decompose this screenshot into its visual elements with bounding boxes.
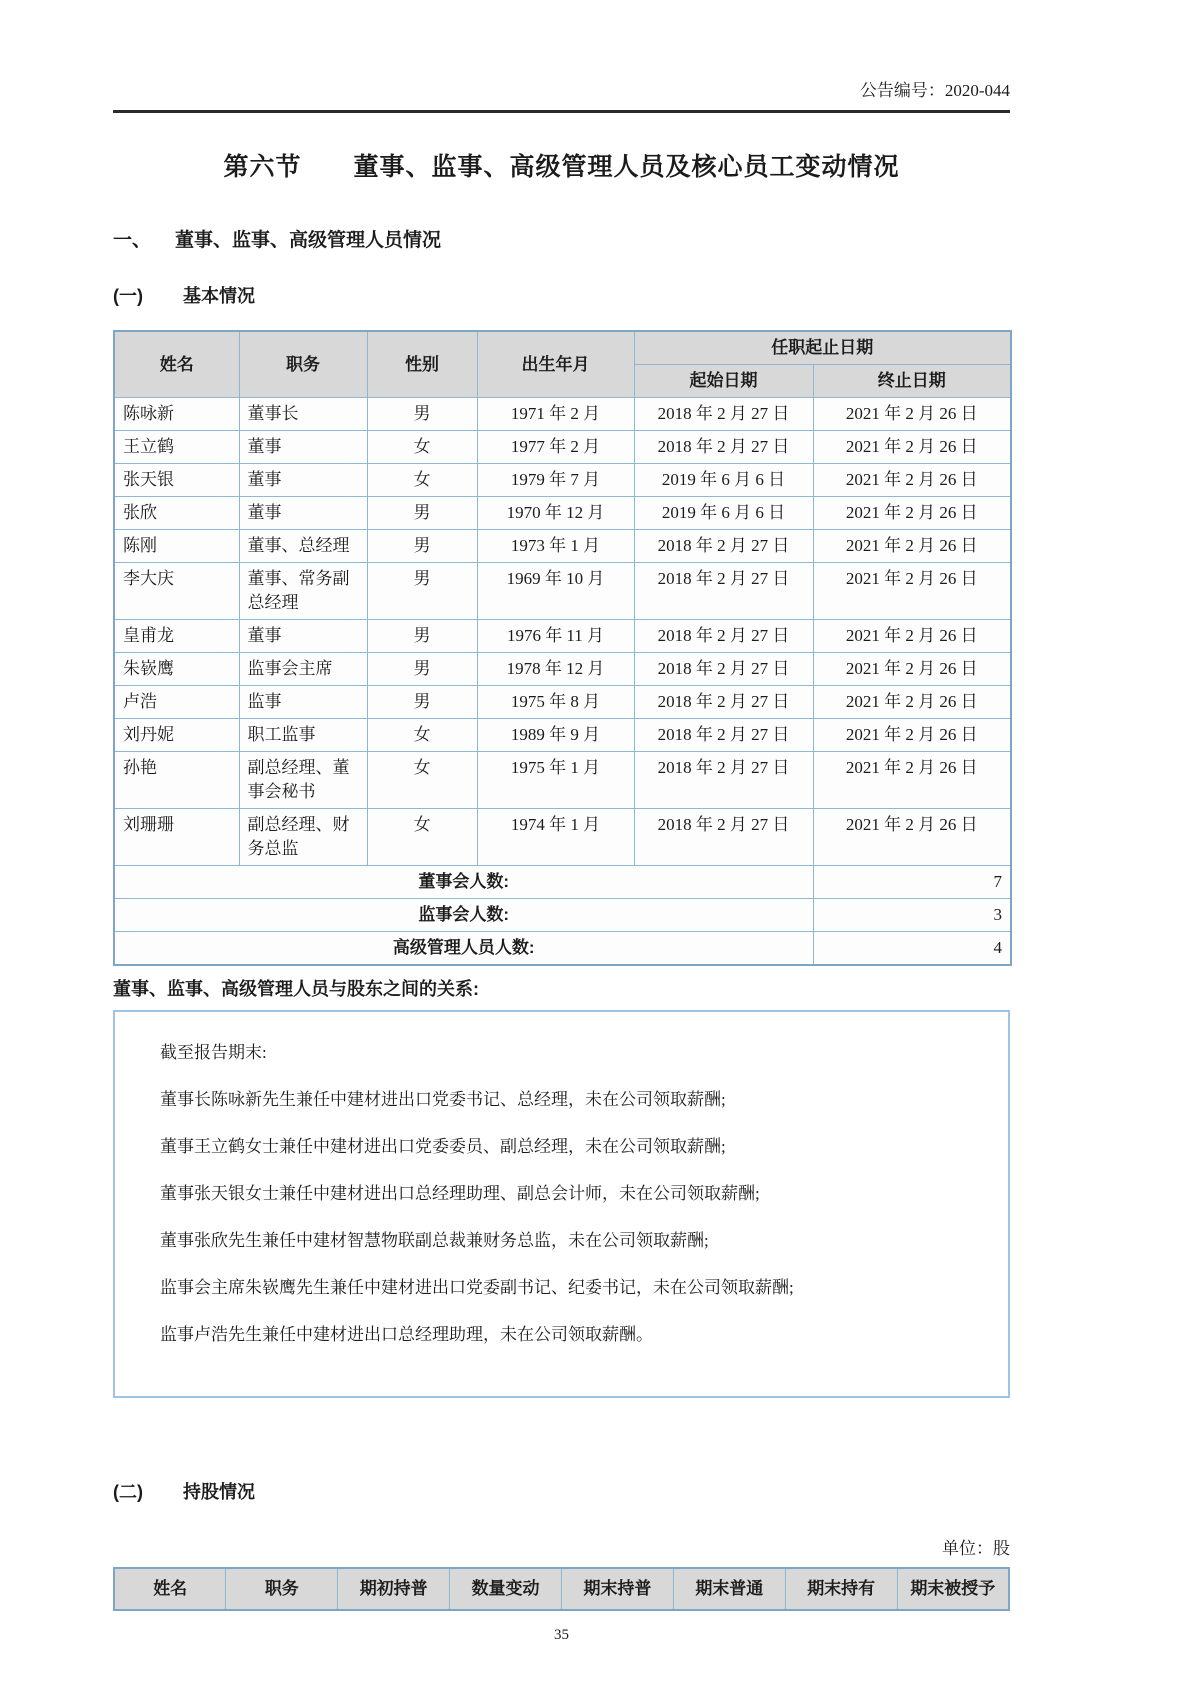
- cell-gender: 男: [367, 497, 477, 530]
- table-row: [114, 719, 1011, 752]
- col-header-name: 姓名: [114, 331, 239, 398]
- cell-end-date: 2021 年 2 月 26 日: [813, 653, 1011, 686]
- cell-position: 董事长: [239, 398, 367, 431]
- section-number: 一、: [113, 230, 152, 251]
- table-row: [114, 530, 1011, 563]
- cell-name: 孙艳: [114, 752, 239, 809]
- subsection-number: (一): [113, 286, 143, 306]
- cell-birth: 1974 年 1 月: [477, 809, 634, 866]
- cell-end-date: 2021 年 2 月 26 日: [813, 530, 1011, 563]
- cell-gender: 男: [367, 563, 477, 620]
- table-row: [114, 809, 1011, 866]
- cell-end-date: 2021 年 2 月 26 日: [813, 620, 1011, 653]
- relationship-paragraph: 董事王立鹤女士兼任中建材进出口党委委员、副总经理，未在公司领取薪酬;: [160, 1137, 726, 1156]
- cell-birth: 1970 年 12 月: [477, 497, 634, 530]
- header-rule: [113, 110, 1010, 113]
- table-row: [114, 563, 1011, 620]
- cell-birth: 1973 年 1 月: [477, 530, 634, 563]
- col-header-start-date: 起始日期: [634, 365, 813, 398]
- header-row-1: [114, 331, 1011, 365]
- cell-name: 张天银: [114, 464, 239, 497]
- basic-info-table-head: [114, 331, 1011, 398]
- cell-position: 董事: [239, 464, 367, 497]
- shareholding-col-header: 数量变动: [450, 1568, 562, 1610]
- col-header-birth: 出生年月: [477, 331, 634, 398]
- announcement-number: 公告编号：2020-044: [859, 81, 1010, 100]
- cell-end-date: 2021 年 2 月 26 日: [813, 464, 1011, 497]
- unit-label: 单位：股: [942, 1539, 1010, 1558]
- title-text: 董事、监事、高级管理人员及核心员工变动情况: [353, 153, 900, 181]
- cell-start-date: 2018 年 2 月 27 日: [634, 653, 813, 686]
- cell-gender: 男: [367, 530, 477, 563]
- cell-gender: 男: [367, 398, 477, 431]
- cell-gender: 女: [367, 431, 477, 464]
- cell-start-date: 2018 年 2 月 27 日: [634, 686, 813, 719]
- cell-name: 陈咏新: [114, 398, 239, 431]
- relationship-paragraph: 监事卢浩先生兼任中建材进出口总经理助理，未在公司领取薪酬。: [160, 1325, 653, 1344]
- col-header-end-date: 终止日期: [813, 365, 1011, 398]
- subsection-heading-basic-info: [113, 282, 1010, 308]
- subsection-number: (二): [113, 1482, 143, 1502]
- summary-row: [114, 899, 1011, 932]
- page-title: [113, 147, 1010, 183]
- subsection-label: 持股情况: [183, 1482, 255, 1502]
- col-header-gender: 性别: [367, 331, 477, 398]
- cell-gender: 女: [367, 752, 477, 809]
- cell-start-date: 2018 年 2 月 27 日: [634, 809, 813, 866]
- cell-birth: 1971 年 2 月: [477, 398, 634, 431]
- cell-birth: 1969 年 10 月: [477, 563, 634, 620]
- relationship-paragraph: 董事张欣先生兼任中建材智慧物联副总裁兼财务总监，未在公司领取薪酬;: [160, 1231, 709, 1250]
- cell-position: 监事: [239, 686, 367, 719]
- cell-birth: 1976 年 11 月: [477, 620, 634, 653]
- relationship-heading: 董事、监事、高级管理人员与股东之间的关系:: [113, 979, 479, 999]
- subsection-label: 基本情况: [183, 286, 255, 306]
- cell-gender: 女: [367, 719, 477, 752]
- cell-name: 李大庆: [114, 563, 239, 620]
- cell-start-date: 2018 年 2 月 27 日: [634, 563, 813, 620]
- summary-value: 4: [813, 932, 1011, 966]
- subsection-heading-shareholding: [113, 1478, 1010, 1504]
- cell-start-date: 2018 年 2 月 27 日: [634, 719, 813, 752]
- cell-name: 陈刚: [114, 530, 239, 563]
- relationship-paragraph: 董事张天银女士兼任中建材进出口总经理助理、副总会计师，未在公司领取薪酬;: [160, 1184, 760, 1203]
- cell-gender: 男: [367, 653, 477, 686]
- table-row: [114, 398, 1011, 431]
- doc-header: [113, 0, 1010, 101]
- cell-position: 职工监事: [239, 719, 367, 752]
- summary-row: [114, 932, 1011, 966]
- summary-label: 高级管理人员人数:: [114, 932, 813, 966]
- cell-birth: 1975 年 8 月: [477, 686, 634, 719]
- cell-position: 董事: [239, 497, 367, 530]
- table-row: [114, 620, 1011, 653]
- cell-position: 董事、总经理: [239, 530, 367, 563]
- cell-birth: 1979 年 7 月: [477, 464, 634, 497]
- cell-start-date: 2018 年 2 月 27 日: [634, 398, 813, 431]
- table-row: [114, 752, 1011, 809]
- cell-position: 董事: [239, 431, 367, 464]
- summary-label: 董事会人数:: [114, 866, 813, 899]
- summary-value: 7: [813, 866, 1011, 899]
- cell-gender: 女: [367, 464, 477, 497]
- cell-position: 副总经理、董事会秘书: [239, 752, 367, 809]
- cell-start-date: 2019 年 6 月 6 日: [634, 464, 813, 497]
- cell-birth: 1975 年 1 月: [477, 752, 634, 809]
- shareholding-col-header: 期初持普: [338, 1568, 450, 1610]
- relationship-paragraph: 监事会主席朱嵚鹰先生兼任中建材进出口党委副书记、纪委书记，未在公司领取薪酬;: [160, 1278, 794, 1297]
- cell-position: 董事、常务副总经理: [239, 563, 367, 620]
- summary-row: [114, 866, 1011, 899]
- section-label: 董事、监事、高级管理人员情况: [175, 230, 442, 251]
- cell-start-date: 2018 年 2 月 27 日: [634, 620, 813, 653]
- section-heading-1: [113, 225, 1010, 252]
- relationship-box: [113, 1010, 1010, 1398]
- relationship-paragraph: 截至报告期末:: [160, 1043, 267, 1062]
- shareholding-col-header: 期末持有: [785, 1568, 897, 1610]
- cell-gender: 男: [367, 620, 477, 653]
- table-row: [114, 686, 1011, 719]
- cell-end-date: 2021 年 2 月 26 日: [813, 686, 1011, 719]
- cell-start-date: 2018 年 2 月 27 日: [634, 752, 813, 809]
- cell-end-date: 2021 年 2 月 26 日: [813, 719, 1011, 752]
- page-number: 35: [554, 1627, 569, 1643]
- cell-end-date: 2021 年 2 月 26 日: [813, 563, 1011, 620]
- table-row: [114, 431, 1011, 464]
- cell-end-date: 2021 年 2 月 26 日: [813, 497, 1011, 530]
- cell-name: 张欣: [114, 497, 239, 530]
- cell-birth: 1989 年 9 月: [477, 719, 634, 752]
- cell-name: 卢浩: [114, 686, 239, 719]
- shareholding-col-header: 期末被授予: [897, 1568, 1009, 1610]
- cell-position: 监事会主席: [239, 653, 367, 686]
- shareholding-col-header: 期末普通: [673, 1568, 785, 1610]
- cell-start-date: 2018 年 2 月 27 日: [634, 431, 813, 464]
- shareholding-col-header: 期末持普: [562, 1568, 674, 1610]
- cell-start-date: 2019 年 6 月 6 日: [634, 497, 813, 530]
- shareholding-table-head: [114, 1568, 1009, 1610]
- basic-info-table-body: [114, 398, 1011, 966]
- cell-name: 皇甫龙: [114, 620, 239, 653]
- col-header-position: 职务: [239, 331, 367, 398]
- table-row: [114, 653, 1011, 686]
- shareholding-table: [113, 1567, 1010, 1611]
- shareholding-header-row: [114, 1568, 1009, 1610]
- cell-name: 王立鹤: [114, 431, 239, 464]
- cell-gender: 男: [367, 686, 477, 719]
- shareholding-col-header: 姓名: [114, 1568, 226, 1610]
- cell-end-date: 2021 年 2 月 26 日: [813, 809, 1011, 866]
- summary-label: 监事会人数:: [114, 899, 813, 932]
- summary-value: 3: [813, 899, 1011, 932]
- cell-end-date: 2021 年 2 月 26 日: [813, 752, 1011, 809]
- cell-name: 刘珊珊: [114, 809, 239, 866]
- document-content: [113, 0, 1010, 1644]
- cell-end-date: 2021 年 2 月 26 日: [813, 431, 1011, 464]
- cell-start-date: 2018 年 2 月 27 日: [634, 530, 813, 563]
- table-row: [114, 497, 1011, 530]
- cell-birth: 1978 年 12 月: [477, 653, 634, 686]
- relationship-paragraph: 董事长陈咏新先生兼任中建材进出口党委书记、总经理，未在公司领取薪酬;: [160, 1090, 726, 1109]
- basic-info-table: [113, 330, 1012, 966]
- cell-end-date: 2021 年 2 月 26 日: [813, 398, 1011, 431]
- title-chapter: 第六节: [223, 153, 302, 181]
- cell-position: 董事: [239, 620, 367, 653]
- cell-birth: 1977 年 2 月: [477, 431, 634, 464]
- table-row: [114, 464, 1011, 497]
- shareholding-col-header: 职务: [226, 1568, 338, 1610]
- cell-name: 朱嵚鹰: [114, 653, 239, 686]
- col-header-term: 任职起止日期: [634, 331, 1011, 365]
- cell-gender: 女: [367, 809, 477, 866]
- cell-position: 副总经理、财务总监: [239, 809, 367, 866]
- cell-name: 刘丹妮: [114, 719, 239, 752]
